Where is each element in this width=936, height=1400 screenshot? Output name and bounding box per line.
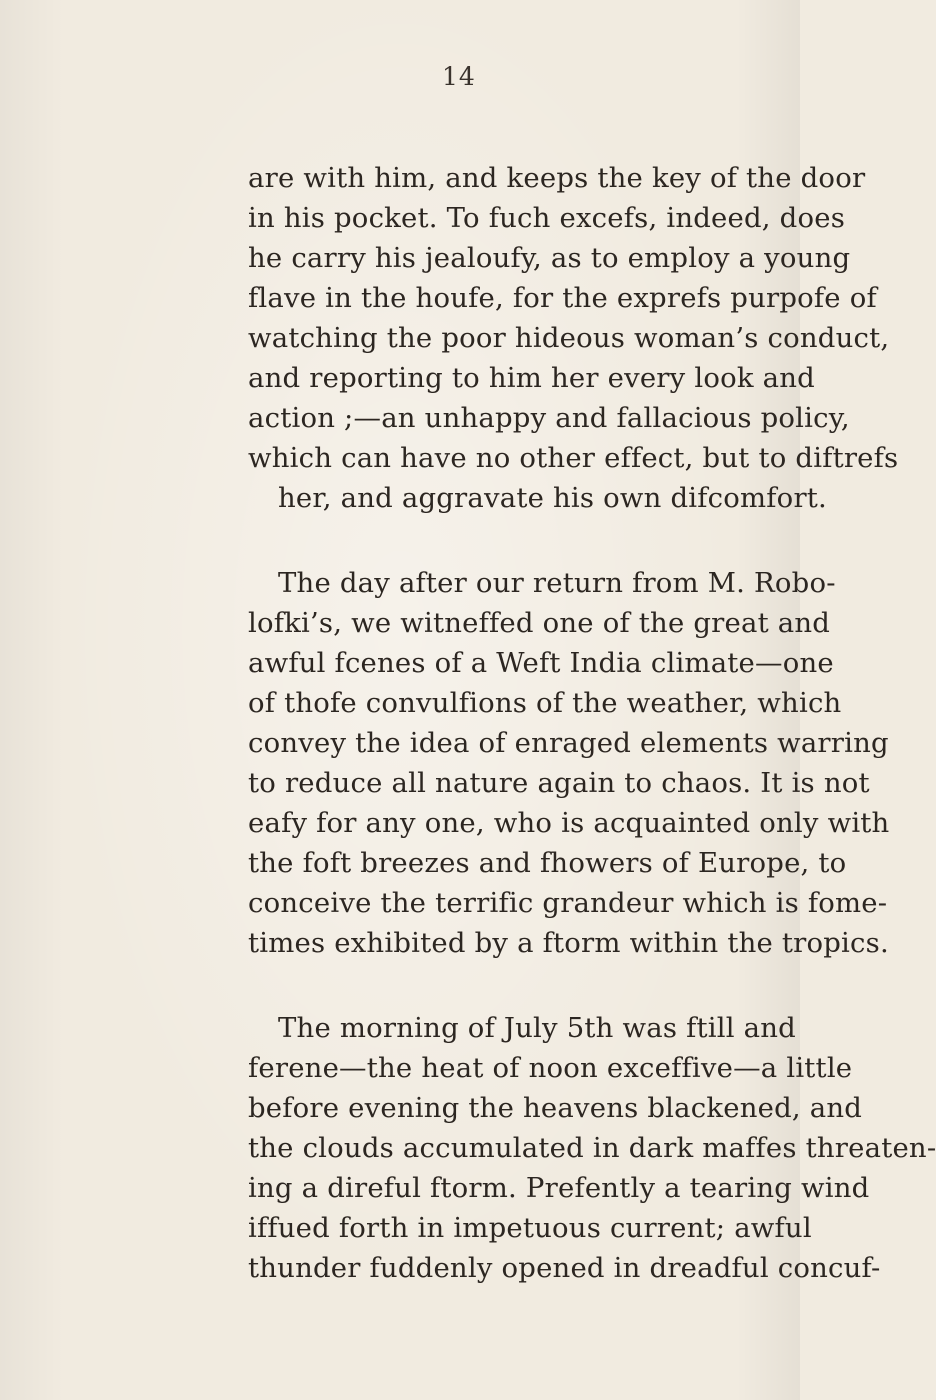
paragraph-3	[248, 1008, 936, 1288]
text-line: times exhibited by a ftorm within the tropics.	[248, 927, 889, 959]
text-line: he carry his jealoufy, as to employ a young	[248, 242, 851, 274]
text-line: conceive the terrific grandeur which is fome-	[248, 887, 888, 919]
text-line: The day after our return from M. Robo-	[278, 567, 836, 599]
text-line: flave in the houfe, for the exprefs purpofe of	[248, 282, 877, 314]
paragraph-2	[248, 563, 890, 963]
text-line: her, and aggravate his own difcomfort.	[278, 482, 827, 514]
text-line: to reduce all nature again to chaos. It is not	[248, 767, 870, 799]
text-line: the foft breezes and fhowers of Europe, to	[248, 847, 847, 879]
text-line: convey the idea of enraged elements warring	[248, 727, 889, 759]
text-line: of thofe convulfions of the weather, which	[248, 687, 842, 719]
text-line: ferene—the heat of noon exceffive—a little	[248, 1052, 853, 1084]
text-line: awful fcenes of a Weft India climate—one	[248, 647, 834, 679]
text-line: which can have no other effect, but to diftrefs	[248, 442, 899, 474]
text-line: lofki’s, we witneffed one of the great and	[248, 607, 831, 639]
text-line: action ;—an unhappy and fallacious policy,	[248, 402, 850, 434]
text-line: thunder fuddenly opened in dreadful concuf-	[248, 1252, 881, 1284]
body-text	[248, 158, 936, 1333]
text-line: and reporting to him her every look and	[248, 362, 815, 394]
text-line: ing a direful ftorm. Prefently a tearing wind	[248, 1172, 870, 1204]
page-number: 14	[442, 62, 476, 91]
text-line: watching the poor hideous woman’s conduct,	[248, 322, 890, 354]
text-line: are with him, and keeps the key of the door	[248, 162, 866, 194]
text-line: The morning of July 5th was ftill and	[278, 1012, 796, 1044]
text-line: in his pocket. To fuch excefs, indeed, does	[248, 202, 846, 234]
text-line: the clouds accumulated in dark maffes threaten-	[248, 1132, 936, 1164]
text-line: before evening the heavens blackened, and	[248, 1092, 863, 1124]
text-line: eafy for any one, who is acquainted only with	[248, 807, 890, 839]
paragraph-1	[248, 158, 899, 518]
text-line: iffued forth in impetuous current; awful	[248, 1212, 812, 1244]
